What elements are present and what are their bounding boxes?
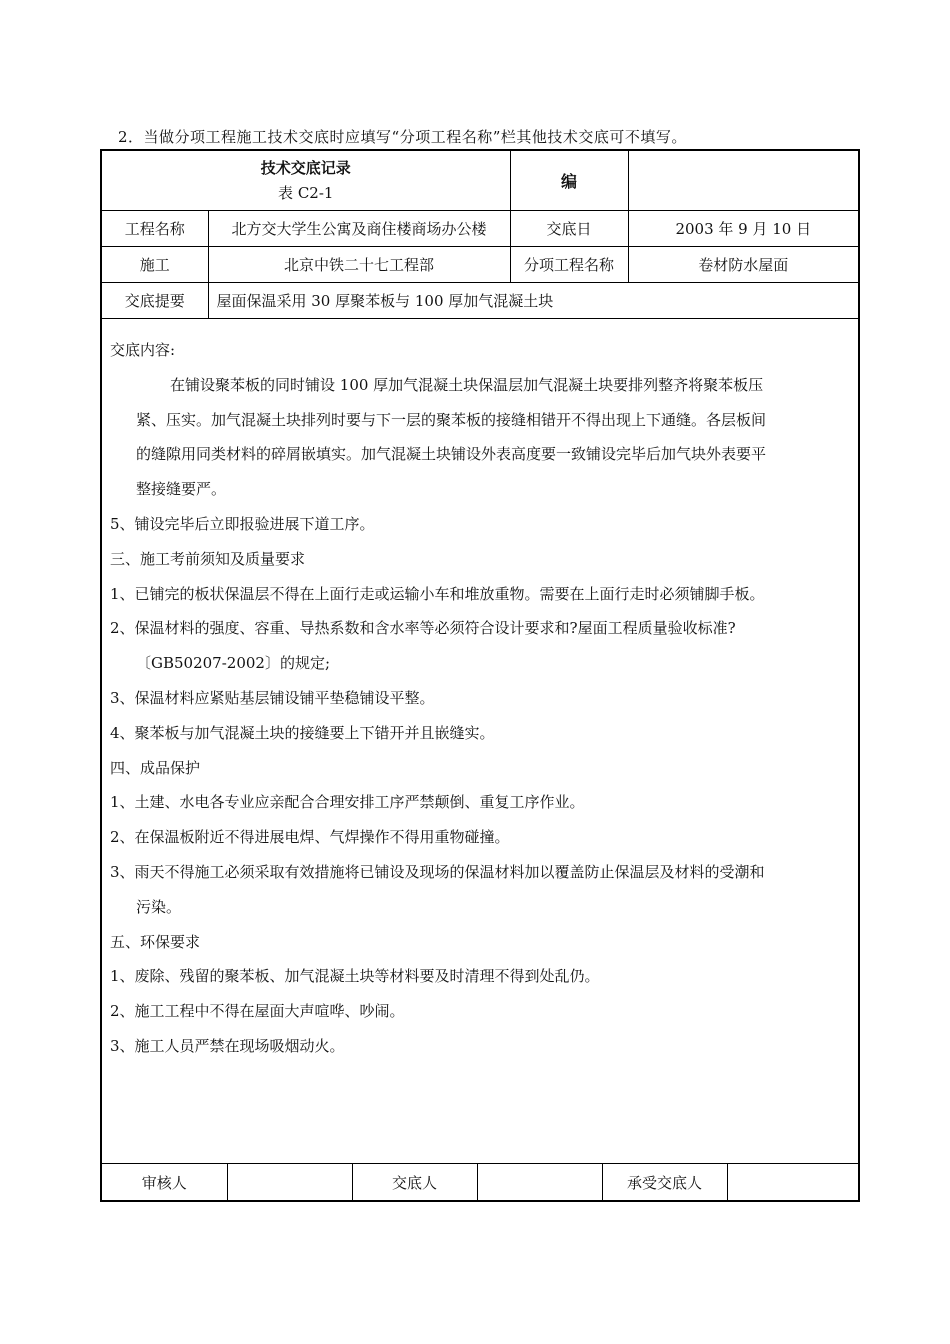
form-title: 技术交底记录 <box>260 158 351 177</box>
paragraph-line: 的缝隙用同类材料的碎屑嵌填实。加气混凝土块铺设外表高度要一致铺设完毕后加气块外表要平 <box>136 445 767 464</box>
project-name-value: 北方交大学生公寓及商住楼商场办公楼 <box>208 211 510 247</box>
reviewer-signature-field[interactable] <box>227 1164 352 1201</box>
contractor-value: 北京中铁二十七工程部 <box>208 247 510 283</box>
summary-value: 屋面保温采用 30 厚聚苯板与 100 厚加气混凝土块 <box>208 283 858 319</box>
section-heading: 三、施工考前须知及质量要求 <box>110 549 306 568</box>
list-item: 2、施工工程中不得在屋面大声喧哗、吵闹。 <box>110 1002 405 1021</box>
list-item: 2、在保温板附近不得进展电焊、气焊操作不得用重物碰撞。 <box>110 828 510 847</box>
receiver-signature-field[interactable] <box>727 1164 858 1201</box>
list-item: 5、铺设完毕后立即报验进展下道工序。 <box>110 514 375 533</box>
form-number: 表 C2-1 <box>278 183 334 202</box>
list-item: 2、保温材料的强度、容重、导热系数和含水率等必须符合设计要求和?屋面工程质量验收标准? <box>110 619 736 638</box>
presenter-label: 交底人 <box>352 1164 477 1201</box>
list-item: 3、保温材料应紧贴基层铺设铺平垫稳铺设平整。 <box>110 688 435 707</box>
list-item-continuation: 〔GB50207-2002〕的规定; <box>136 654 331 673</box>
signature-table <box>102 1163 858 1200</box>
summary-label: 交底提要 <box>102 283 208 319</box>
presenter-signature-field[interactable] <box>477 1164 602 1201</box>
list-item: 1、土建、水电各专业应亲配合合理安排工序严禁颠倒、重复工序作业。 <box>110 793 585 812</box>
form-title-cell <box>102 151 510 211</box>
paragraph-line: 整接缝要严。 <box>136 480 227 499</box>
sub-project-label: 分项工程名称 <box>510 247 628 283</box>
form-note: 2．当做分项工程施工技术交底时应填写“分项工程名称”栏其他技术交底可不填写。 <box>118 128 687 146</box>
list-item: 3、施工人员严禁在现场吸烟动火。 <box>110 1036 345 1055</box>
reviewer-label: 审核人 <box>102 1164 227 1201</box>
code-label: 编 <box>510 151 628 211</box>
disclosure-date-label: 交底日 <box>510 211 628 247</box>
disclosure-date-value: 2003 年 9 月 10 日 <box>628 211 858 247</box>
receiver-label: 承受交底人 <box>602 1164 727 1201</box>
section-heading: 五、环保要求 <box>110 932 201 951</box>
sub-project-value: 卷材防水屋面 <box>628 247 858 283</box>
list-item: 3、雨天不得施工必须采取有效措施将已铺设及现场的保温材料加以覆盖防止保温层及材料的受潮和 <box>110 862 765 881</box>
form-header-table <box>102 151 858 319</box>
content-heading: 交底内容: <box>110 341 176 359</box>
list-item-continuation: 污染。 <box>136 897 182 916</box>
project-name-label: 工程名称 <box>102 211 208 247</box>
list-item: 1、已铺完的板状保温层不得在上面行走或运输小车和堆放重物。需要在上面行走时必须铺脚手板。 <box>110 584 765 603</box>
technical-disclosure-form <box>100 149 860 1202</box>
paragraph-line: 在铺设聚苯板的同时铺设 100 厚加气混凝土块保温层加气混凝土块要排列整齐将聚苯板压 <box>170 375 764 394</box>
section-heading: 四、成品保护 <box>110 758 201 777</box>
list-item: 1、废除、残留的聚苯板、加气混凝土块等材料要及时清理不得到处乱仍。 <box>110 967 600 986</box>
paragraph-line: 紧、压实。加气混凝土块排列时要与下一层的聚苯板的接缝相错开不得出现上下通缝。各层板间 <box>136 410 767 429</box>
disclosure-content <box>110 333 852 1064</box>
list-item: 4、聚苯板与加气混凝土块的接缝要上下错开并且嵌缝实。 <box>110 723 495 742</box>
contractor-label: 施工 <box>102 247 208 283</box>
code-value <box>628 151 858 211</box>
